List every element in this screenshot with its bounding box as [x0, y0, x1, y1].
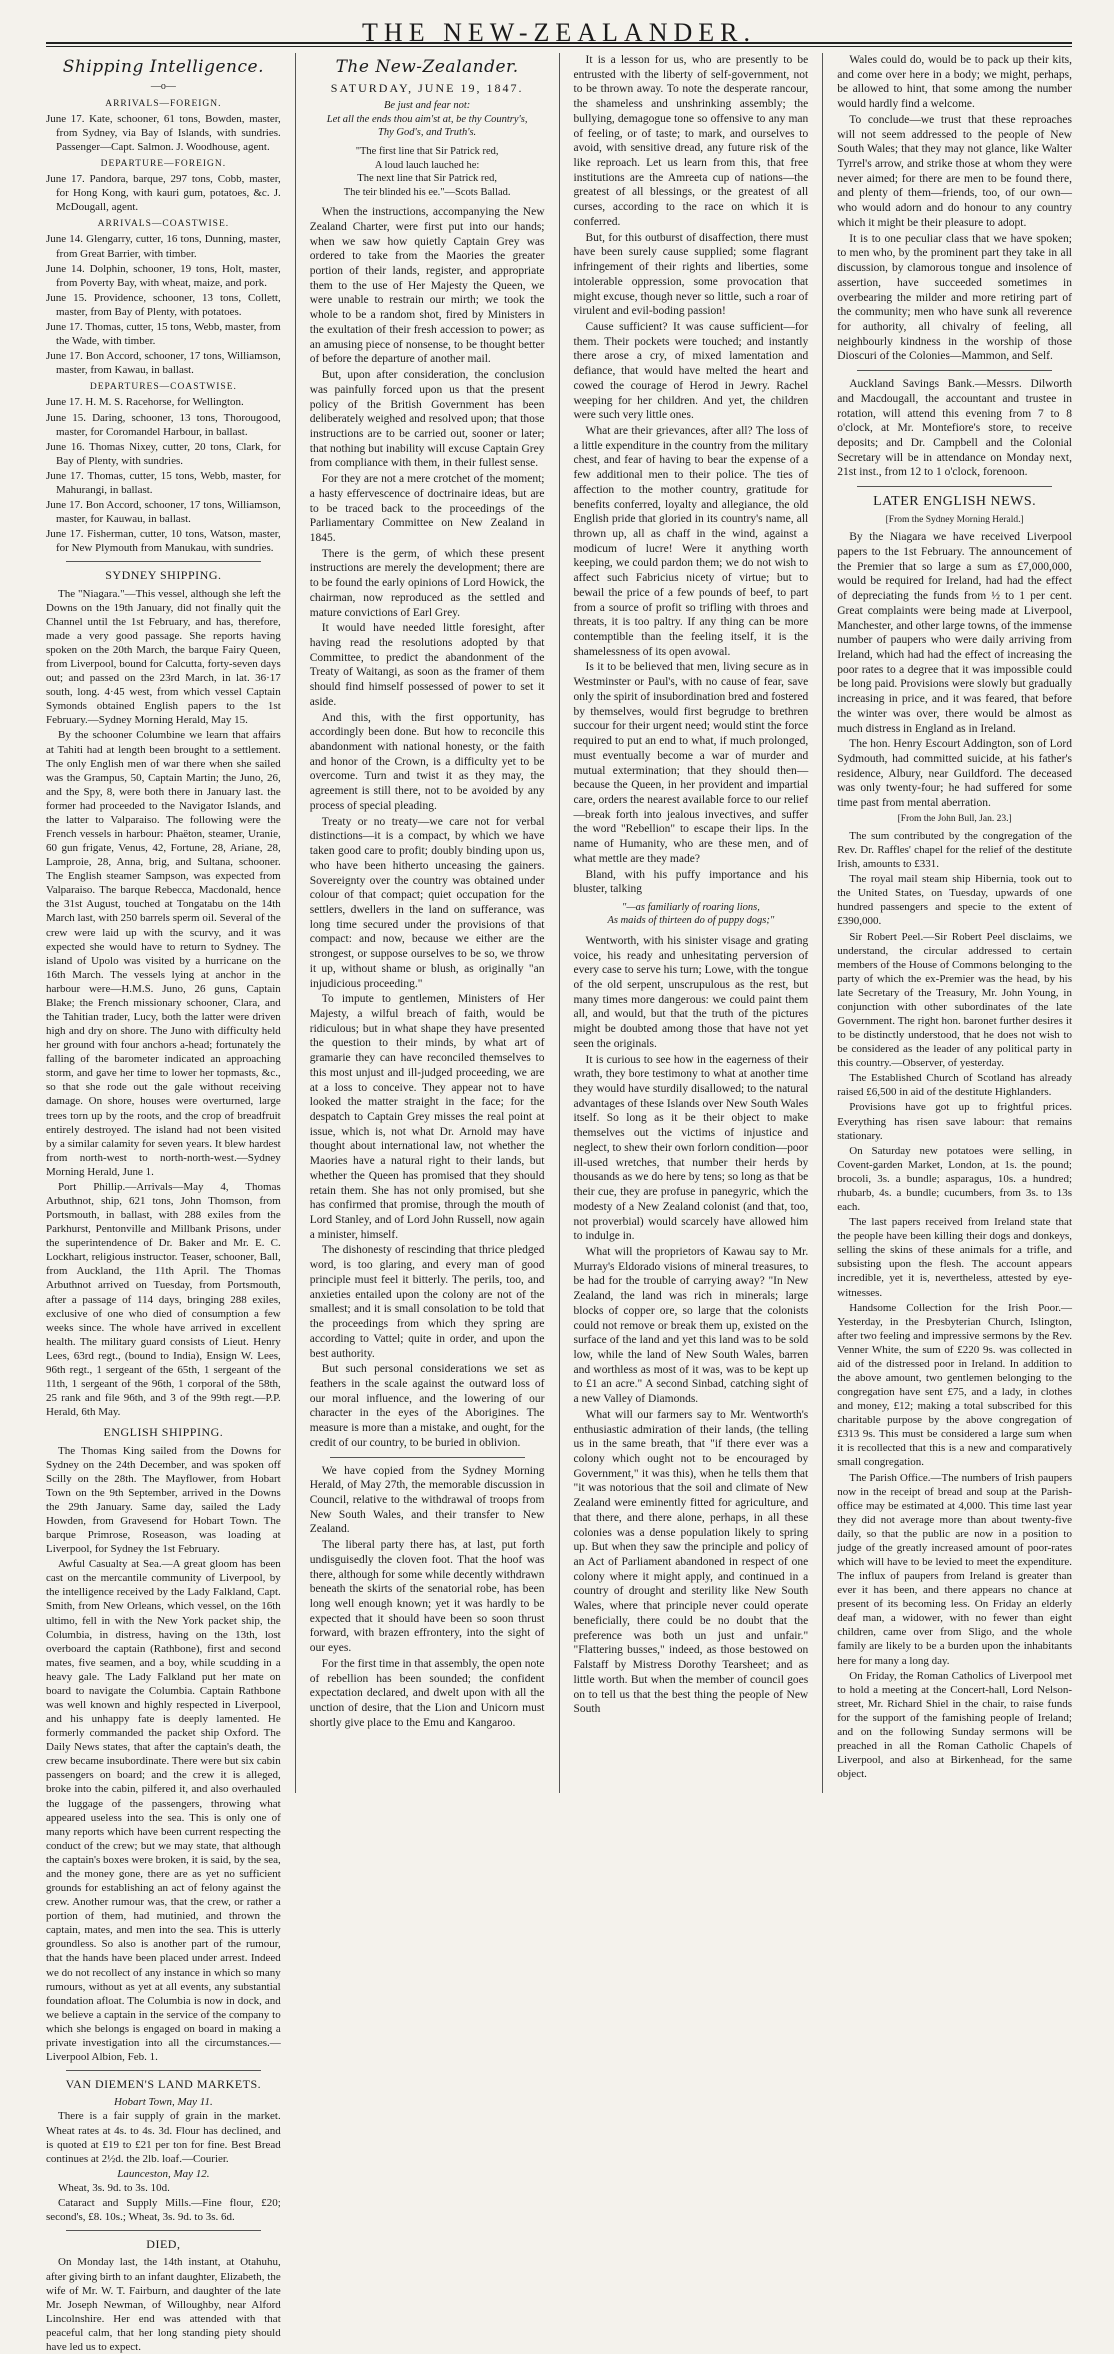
editorial-continued-body-2 [574, 934, 809, 1717]
article-paragraph: Awful Casualty at Sea.—A great gloom has been cast on the mercantile community of Liverpool, by the intelligence received by the Lady Falkland, Capt. Smith, from New Orleans, which vessel, on the 16th ultimo, fell in with the New York packet ship, the Columbia, in distress, having on the 13th, lost overboard the captain (Rathbone), first and second mates, five seamen, and a boy, while scudding in a heavy gale. The Lady Falkland put her mate on board to navigate the Columbia. Captain Rathbone was well known and highly respected in Liverpool, and his unhappy fate is deeply lamented. He formerly commanded the packet ship Oxford. The Daily News states, that after the captain's death, the crew became insubordinate. There were but six cabin passengers on board; and the crew it is alleged, broke into the cabin, pilfered it, and also overhauled the luggage of the passengers, throwing what appeared useless into the sea. This is only one of many reports which have been current respecting the conduct of the crew; but we may state, that although the captain's boxes were broken, it is said, by the sea, and the money gone, there are as yet no sufficient grounds for establishing an act of felony against the crew. Another rumour was, that the crew, or rather a portion of them, had mutinied, and thrown the captain, mates, and men into the sea. This is utterly groundless. So also is another part of the rumour, that the hands have been placed under arrest. Indeed we do not recollect of any instance in which so many rumours, without as yet at all events, any substantial foundation afloat. The Columbia is now in dock, and we believe a captain in the service of the company to which she belongs is engaged on board in making a private investigation into all the circumstances.—Liverpool Albion, Feb. 1. [46, 1558, 281, 2063]
article-paragraph: Sir Robert Peel.—Sir Robert Peel disclaims, we understand, the circular addressed to certain members of the House of Commons belonging to the party of which the ex-Premier was the head, by his late Secretary of the Treasury, Mr. John Young, in conjunction with other subordinates of the late Government. The right hon. baronet further desires it to be distinctly understood, that he does not wish to be considered as the leader of any political party in this country.—Observer, of yesterday. [837, 930, 1072, 1070]
vdl-hobart-text: There is a fair supply of grain in the market. Wheat rates at 4s. to 4s. 3d. Flour has declined, and is quoted at £19 to £21 per ton for fine. Best Bread continues at 2½d. the 2lb. loaf.—Courier. [46, 2110, 281, 2165]
heading-departure-foreign: DEPARTURE—FOREIGN. [100, 158, 227, 169]
heading-vdl-markets: VAN DIEMEN'S LAND MARKETS. [65, 2077, 262, 2092]
article-paragraph: The liberal party there has, at last, put forth undisguisedly the cloven foot. That the hoof was there, although for some while decently withdrawn beneath the skirts of the senatorial robe, has been long well enough known; yet it was hardly to be expected that it should have been so soon thrust forward, with brazen effrontery, into the sight of our eyes. [309, 1539, 545, 1655]
vdl-launceston-dateline: Launceston, May 12. [117, 2167, 210, 2180]
divider [330, 1457, 525, 1458]
editorial-body [310, 205, 545, 1450]
shipping-entry: June 17. H. M. S. Racehorse, for Wellington. [46, 396, 244, 409]
article-paragraph: But, upon after consideration, the conclusion was painfully forced upon us that the present policy of the British Government has been deliberately weighed and resolved upon; that those instructions are to be carried out, sooner or later; that nothing but inability will excuse Captain Grey from compliance with them, in their fullest sense. [309, 369, 545, 470]
editorial-dateline: SATURDAY, JUNE 19, 1847. [330, 80, 524, 95]
article-paragraph: It is curious to see how in the eagerness of their wrath, they bore testimony to what at another time they would have sturdily disallowed; to the natural advantages of these Islands over New South Wales itself. So long as it be their object to make themselves out the victims of injustice and neglect, to shew their own forlorn condition—poor ill-used wretches, that number their herds by thousands as we do here by tens; so long as that be their cue, they are profuse in panegyric, which the modesty of a New Zealand colonist (and that, too, not proverbial) would scarcely have allowed him to indulge in. [573, 1053, 809, 1243]
article-paragraph: And this, with the first opportunity, has accordingly been done. But how to reconcile this abandonment with national honesty, or the faith and honor of the Crown, is a difficulty yet to be overcome. Turn and twist it as they may, the agreement is still there, not to be avoided by any process of special pleading. [309, 711, 545, 812]
columns [46, 53, 1072, 2353]
column-rule [295, 53, 296, 1793]
article-paragraph: What will the proprietors of Kawau say to Mr. Murray's Eldorado visions of mineral treasures, to be had for the trouble of carrying away? "In New Zealand, the land was rich in minerals; large blocks of copper ore, so large that the colonists could not remove or break them up, existed on the surface of the land and yet this land was to be sold low, while the land of New South Wales, barren and worthless as most of it was, was to be kept up to £1 an acre." A second Sinbad, catching sight of a new Valley of Diamonds. [573, 1245, 809, 1406]
article-paragraph: The Thomas King sailed from the Downs for Sydney on the 24th December, and was spoken off Scilly on the 28th. The Mayflower, from Hobart Town on the 9th September, arrived in the Downs the 29th January. Same day, sailed the Lady Howden, from Gravesend for Hobart Town. The barque Primrose, Roseason, was loading at Liverpool, for Sydney the 1st February. [46, 1444, 281, 1556]
article-paragraph: Treaty or no treaty—we care not for verbal distinctions—it is a compact, by which we have taken good care to profit; doubly binding upon us, who have been hitherto unceasing the gainers. Sovereignty over the country was obtained under colour of that compact; quiet occupation for the settlers, dwellers in the land on sufferance, was long time secured under the provisions of that compact: and now, because we either are the strongest, or suppose ourselves to be so, we throw it up, without shame or blush, as originally "an injudicious proceeding." [309, 815, 545, 990]
article-paragraph: When the instructions, accompanying the New Zealand Charter, were first put into our hands; when we saw how quietly Captain Grey was ordered to take from the Maories the greater portion of their lands, register, and appropriate them to the use of Her Majesty the Queen, we were unable to restrain our mirth; we took the whole to be a random shot, fired by Ministers in the exultation of their fresh accession to power; as an amusing piece of nonsense, to be thought better of before the departure of another mail. [309, 206, 545, 366]
editorial-conclusion [837, 53, 1072, 364]
article-paragraph: To conclude—we trust that these reproaches will not seem addressed to the people of New South Wales; that they may not glance, like Walter Tyrrel's arrow, and strike those at whom they were never aimed; for there are men to be found there, and plenty of them—friends, too, of our own—who would adorn and do honour to any country which it might be their pleasure to adopt. [837, 113, 1072, 229]
heading-sydney-shipping: SYDNEY SHIPPING. [105, 568, 222, 583]
article-paragraph: The dishonesty of rescinding that thrice pledged word, is too glaring, and every man of good principle must feel it bitterly. The perils, too, and anxieties entailed upon the colony are not of the smallest; and it is small consolation to be told that the proceedings from which they spring are according to Vattel; quite in order, and upon the best authority. [309, 1244, 545, 1360]
article-paragraph: By the Niagara we have received Liverpool papers to the 1st February. The announcement of the Premier that so large a sum as £7,000,000, would be required for Ireland, had had the effect of depreciating the funds from ½ to 1 per cent. Great complaints were being made at Liverpool, Manchester, and other large towns, of the immense number of paupers who were daily arriving from Ireland, which had had the effect of increasing the poor rates to a degree that it was impossible could be long paid. Provisions were slowly but gradually increasing in price, and it was feared, that before the winter was over, there would be almost as much distress in England as in Ireland. [837, 531, 1072, 735]
divider [857, 486, 1052, 487]
editorial-verse [310, 145, 545, 199]
vdl-launceston-flour: Cataract and Supply Mills.—Fine flour, £20; second's, £8. 10s.; Wheat, 3s. 9d. to 3s. 6d. [46, 2196, 281, 2224]
column-editorial [310, 53, 545, 1793]
shipping-entry: June 17. Bon Accord, schooner, 17 tons, Williamson, master, for Kauwau, in ballast. [46, 498, 281, 526]
article-paragraph: It is a lesson for us, who are presently to be entrusted with the liberty of self-government, not to be thrown away. To note the desperate rancour, the shameless and unshrinking assembly; the bullying, demagogue tone so offensive to any man of feeling, or of taste; to mark, and ourselves to avoid, with sensitive dread, any future risk of the like reproach. Let us learn from this, that free institutions are the Amreeta cup of nations—the greatest of all blessings, or the greatest of all curses, according to the race on which it is conferred. [573, 54, 809, 228]
shipping-entry: June 15. Providence, schooner, 13 tons, Collett, master, from Bay of Plenty, with potatoes. [46, 291, 281, 318]
later-news-body [837, 530, 1072, 811]
article-paragraph: We have copied from the Sydney Morning Herald, of May 27th, the memorable discussion in Council, relative to the withdrawal of troops from New South Wales, and their transfer to New Zealand. [309, 1464, 545, 1536]
article-paragraph: It is to one peculiar class that we have spoken; to men who, by the prominent part they take in all discussion, by clamorous tongue and insolence of assertion, have succeeded sometimes in overbearing the milder and more retiring part of the community; men who have sunk all reverence for authority, all chivalry of feeling, all neighbourly kindness in the worship of those Dioscuri of the Colonies—Mammon, and Self. [837, 232, 1072, 363]
article-paragraph: Provisions have got up to frightful prices. Everything has risen save labour: that remains stationary. [837, 1101, 1072, 1142]
shipping-entry: June 14. Dolphin, schooner, 19 tons, Holt, master, from Poverty Bay, with wheat, maize, and pork. [46, 262, 281, 289]
verse-line: "—as familiarly of roaring lions, [621, 901, 760, 913]
john-bull-body [837, 829, 1072, 1781]
article-paragraph: On Friday, the Roman Catholics of Liverpool met to hold a meeting at the Concert-hall, Lord Nelson-street, Mr. Richard Shiel in the chair, to raise funds for the support of the famishing people of Ireland; and on the following Sunday sermons will be preached in all the Roman Catholic Chapels of Liverpool, and also at Birkenhead, for the same object. [837, 1669, 1072, 1781]
article-paragraph: The Established Church of Scotland has already raised £6,500 in aid of the destitute Highlanders. [837, 1072, 1072, 1099]
vdl-hobart-dateline: Hobart Town, May 11. [114, 2096, 213, 2109]
heading-arrivals-foreign: ARRIVALS—FOREIGN. [105, 98, 222, 109]
source-credit: [From the John Bull, Jan. 23.] [897, 813, 1012, 824]
editorial-title: The New-Zealander. [335, 57, 519, 77]
died-notice: On Monday last, the 14th instant, at Otahuhu, after giving birth to an infant daughter, Elizabeth, the wife of Mr. W. T. Fairburn, and daughter of the late Mr. Joseph Newman, of Willoughby, near Alford Lincolnshire. Her end was attended with that peaceful calm, that her long standing piety should have led us to expect. [46, 2256, 281, 2353]
quoted-verse [574, 901, 809, 928]
article-paragraph: Port Phillip.—Arrivals—May 4, Thomas Arbuthnot, ship, 621 tons, John Thomson, from Portsmouth, in ballast, with 288 exiles from the Parkhurst, Pentonville and Millbank Prisons, under the superintendence of Dr. Baker and Mr. E. C. Lockhart, religious instructor. Teaser, schooner, Ball, from Auckland, the 11th April. The Thomas Arbuthnot arrived on Tuesday, from Portsmouth, after a passage of 114 days, bringing 288 exiles, exclusive of one who died of consumption a few weeks since. The whole have arrived in excellent health. The military guard consists of Lieut. Henry Lees, 63rd regt., (bound to India), Ensign W. Lees, 96th regt., 1 sergeant of the 65th, 1 sergeant of the 11th, 1 sergeant of the 96th, 1 corporal of the 58th, 25 rank and file 96th, and 3 of the 99th regt.—P.P. Herald, 6th May. [46, 1180, 281, 1419]
column-shipping [46, 53, 281, 2353]
column-news [837, 53, 1072, 1793]
section-title-shipping: Shipping Intelligence. [62, 57, 264, 77]
savings-bank-notice: Auckland Savings Bank.—Messrs. Dilworth and Macdougall, the accountant and trustee in rotation, will attend this evening from 7 to 8 o'clock, at Mr. Montefiore's store, to receive deposits; and Dr. Campbell and the Colonial Secretary will be in attendance on Monday next, 21st inst., from 12 to 1 o'clock, forenoon. [837, 378, 1072, 479]
article-paragraph: To impute to gentlemen, Ministers of Her Majesty, a wilful breach of faith, would be ridiculous; but in what shape they have presented the question to their minds, by what art of gramarie they can have reconciled themselves to this most unjust and ill-judged proceeding, we are at a loss to conceive. They appear not to have looked the matter straight in the face; for the despatch to Captain Grey misses the real point at issue, which is, not what Dr. Arnold may have thought about international law, not whether the Maories have a natural right to their lands, but whether the Queen has promised that they should retain them. She has not only promised, but she has confirmed that promise, through the mouth of Lord Stanley, and of Lord John Russell, now again a minister, himself. [309, 993, 545, 1241]
shipping-entry: June 17. Fisherman, cutter, 10 tons, Watson, master, for New Plymouth from Manukau, with sundries. [46, 528, 281, 555]
shipping-entry: June 15. Daring, schooner, 13 tons, Thorougood, master, for Coromandel Harbour, in ballast. [46, 411, 281, 438]
heading-died: DIED, [146, 2237, 181, 2252]
article-paragraph: The sum contributed by the congregation of the Rev. Dr. Raffles' chapel for the relief of the destitute Irish, amounts to £331. [837, 830, 1072, 871]
verse-line: "The first line that Sir Patrick red, [355, 146, 499, 158]
heading-english-shipping: ENGLISH SHIPPING. [103, 1425, 224, 1440]
article-paragraph: For they are not a mere crotchet of the moment; a hasty effervescence of doctrinaire ideas, but are to be traced back to the proceedings of the Parliamentary Committee on New Zealand in 1845. [309, 473, 545, 544]
verse-line: As maids of thirteen do of puppy dogs;" [607, 915, 775, 927]
editorial-body-2 [310, 1464, 545, 1731]
article-paragraph: Handsome Collection for the Irish Poor.—Yesterday, in the Presbyterian Church, Islington, after two feeling and impressive sermons by the Rev. Venner White, the sum of £220 9s. was collected in aid of the distressed poor in Ireland. In addition to the above amount, two gentlemen belonging to the congregation have sent £75, and a lady, in clothes and money, £12; making a total subscribed for this charitable purpose by the above congregation of £313 9s. This must be considered a large sum when it is recollected that this is a new and comparatively small congregation. [837, 1301, 1072, 1469]
article-paragraph: Bland, with his puffy importance and his bluster, talking [573, 868, 809, 896]
list-departure-foreign [46, 172, 281, 214]
column-rule [822, 53, 823, 1793]
english-shipping-body [46, 1444, 281, 2064]
column-rule [559, 53, 560, 1793]
masthead: THE NEW-ZEALANDER. [362, 18, 756, 47]
motto-line: Thy God's, and Truth's. [378, 126, 477, 138]
article-paragraph: The last papers received from Ireland state that the people have been killing their dogs and donkeys, selling the skins of these animals for a trifle, and subsisting upon the flesh. The account appears incredible, yet it is, nevertheless, attested by eye-witnesses. [837, 1216, 1072, 1299]
article-paragraph: The hon. Henry Escourt Addington, son of Lord Sydmouth, had committed suicide, at his father's residence, Albury, near Guildford. The deceased was only twenty-four; he had suffered for some time past from mental aberration. [837, 738, 1072, 810]
motto-line: Be just and fear not: [383, 100, 471, 112]
verse-line: A loud lauch lauched he: [374, 159, 480, 171]
shipping-entry: June 14. Glengarry, cutter, 16 tons, Dunning, master, from Great Barrier, with timber. [46, 233, 281, 260]
article-paragraph: What are their grievances, after all? The loss of a little expenditure in the country from the military chest, and fear of having to bear the expense of a few additional men to their police. The ties of affection to the mother country, gratitude for benefits conferred, loyalty and allegiance, the old English pride that gloried in its country's name, all thrown up, all as chaff in the wind, against a modicum of lucre! Were it anything worth keeping, we could pardon them; we do not wish to affect such Fabricius nicety of virtue; but to bewail the price of a few pounds of beef, to part from a source of profit so trifling with throes and threats, it is too paltry. If any thing can be more contemptible than the feeling itself, it is the shamelessness of its open avowal. [573, 424, 809, 658]
editorial-motto [310, 99, 545, 139]
article-paragraph: The royal mail steam ship Hibernia, took out to the United States, on Tuesday, upwards of one hundred passengers and specie to the extent of £390,000. [837, 873, 1072, 928]
article-paragraph: The "Niagara."—This vessel, although she left the Downs on the 19th January, did not finally quit the Channel until the 1st February, and has, therefore, made a very good passage. She reports having spoken on the 20th March, the barque Fairy Queen, from Liverpool, bound for Calcutta, forty-seven days out; and passed on the 23rd March, in lat. 36·17 south, long. 4·45 west, from which vessel Captain Symonds obtained English papers to the 1st February.—Sydney Morning Herald, May 15. [46, 587, 281, 727]
shipping-entry: June 17. Kate, schooner, 61 tons, Bowden, master, from Sydney, via Bay of Islands, with sundries. Passenger—Capt. Salmon. J. Woodhouse, agent. [46, 112, 281, 153]
source-credit: [From the Sydney Morning Herald.] [885, 515, 1024, 526]
list-arrivals-foreign [46, 112, 281, 154]
ornament-rule: —o— [150, 80, 176, 92]
divider [66, 2230, 261, 2231]
heading-departures-coastwise: DEPARTURES—COASTWISE. [89, 382, 237, 393]
divider [66, 561, 261, 562]
article-paragraph: For the first time in that assembly, the open note of rebellion has been sounded; the confident expectation declared, and dwelt upon with all the unction of desire, that the Lion and Unicorn must shortly give place to the Emu and Kangaroo. [309, 1657, 545, 1729]
vdl-launceston-wheat: Wheat, 3s. 9d. to 3s. 10d. [58, 2181, 170, 2194]
shipping-entry: June 16. Thomas Nixey, cutter, 20 tons, Clark, for Bay of Plenty, with sundries. [46, 440, 281, 467]
article-paragraph: Is it to be believed that men, living secure as in Westminster or Paul's, with no cause of fear, save only the spirit of insubordination bred and fostered by themselves, would first begrudge to brethren succour for their urgent need; would stint the force required to put an end to what, if much prolonged, must eventually become a war of murder and mutual extermination; that they should then—because the Queen, in her provident and impartial care, orders the nearest available force to our relief—break forth into jealous invectives, and suffer the word "Rebellion" to escape their lips. In the name of Humanity, who are these men, and of what mettle are they made? [573, 661, 809, 865]
shipping-entry: June 17. Bon Accord, schooner, 17 tons, Williamson, master, from Kawau, in ballast. [46, 350, 281, 377]
column-editorial-continued [574, 53, 809, 1793]
motto-line: Let all the ends thou aim'st at, be thy Country's, [326, 113, 528, 125]
shipping-entry: June 17. Thomas, cutter, 15 tons, Webb, master, for Mahurangi, in ballast. [46, 469, 281, 496]
article-paragraph: By the schooner Columbine we learn that affairs at Tahiti had at length been brought to a settlement. The only English men of war there when she sailed was the Grampus, 50, Captain Martin; the Juno, 26, and the Spy, 8, were both there in January last. the former had proceeded to the Navigator Islands, and the latter to Valparaiso. The following were the French vessels in harbour: Phaëton, steamer, Uranie, 60 gun frigate, Venus, 42, Fortune, 28, Ariane, 28, Lamproie, 28, Anna, brig, and Sultana, schooner. The English steamer Sampson, was expected from Valparaiso. The barque Rebecca, Macdonald, hence the 31st August, touched at Tongatabu on the 14th March last, with 250 barrels sperm oil. Several of the crew were laid up with the scurvy, and it was expected she would have to return to Sydney. The island of Upolo was visited by a hurricane on the 16th March. The vessels lying at anchor in the harbour were—H.M.S. Juno, 26 guns, Captain Blake; the French missionary schooner, Clara, and the Tahitian trader, Lucy, both the latter were driven high and dry on shore. The Juno with difficulty held her ground with four anchors a-head; fortunately the falling of the barometer indicated an approaching storm, and gave her time to lower her topmasts, &c., so that she rode out the gale without receiving damage. On shore, houses were overturned, large trees torn up by the roots, and the crop of breadfruit entirely destroyed. The island had not been visited by a similar calamity for seven years. It blew hardest from north-west to north-north-west.—Sydney Morning Herald, June 1. [46, 729, 281, 1178]
shipping-entry: June 17. Pandora, barque, 297 tons, Cobb, master, for Hong Kong, with kauri gum, potatoes, &c. J. McDougall, agent. [46, 173, 281, 214]
article-paragraph: What will our farmers say to Mr. Wentworth's enthusiastic admiration of their lands, (the telling us in the same breath, that "if there ever was a colony which ought not to be encouraged by Government," it was this), when he tells them that "it was notorious that the soil and climate of New Zealand were eminently fitted for agriculture, and that there, and there alone, perhaps, in all these colonies was a dense population likely to spring up. But when they saw the principle and policy of an Act of Parliament abandoned in respect of one colony where it might apply, and continued in a country of drought and sterility like New South Wales, where that principle never could operate beneficially, there could be no doubt that the preference was both un just and unfair." "Flattering busses," indeed, as those bestowed on Falstaff by Mistress Dorothy Tearsheet; and as little worth. But when the member of council goes on to tell us that the best thing the people of New South [573, 1408, 809, 1716]
article-paragraph: Cause sufficient? It was cause sufficient—for them. Their pockets were touched; and instantly there arose a cry, of mixed lamentation and defiance, that would have melted the heart and cowed the courage of Herod in Jewry. Rachel weeping for her children. And yet, the children were such very little ones. [573, 320, 809, 422]
shipping-entry: June 17. Thomas, cutter, 15 tons, Webb, master, from the Wade, with timber. [46, 320, 281, 348]
article-paragraph: Wentworth, with his sinister visage and grating voice, his ready and unhesitating perversion of every case to serve his turn; Lowe, with the tongue of the old serpent, unscrupulous as the rest, but many times more dangerous: we could paint them all, and would, but that the truth of the pictures might be doubted among those that have not yet seen the originals. [573, 934, 809, 1050]
article-paragraph: Wales could do, would be to pack up their kits, and come over here in a body; we might, perhaps, be allowed to hint, that some among the number would hardly find a welcome. [837, 54, 1072, 111]
article-paragraph: But, for this outburst of disaffection, there must have been surely cause supplied; some flagrant infringement of their rights and liberties, some intolerable oppression, some provocation that might excuse, though never so little, such a roar of virulent and evil-boding passion! [573, 231, 809, 318]
verse-line: The next line that Sir Patrick red, [357, 173, 497, 185]
article-paragraph: The Parish Office.—The numbers of Irish paupers now in the receipt of bread and soup at the Parish-office may be estimated at 4,000. This time last year they did not average more than about twenty-five daily, so that the public are now in a position to judge of the greatly increased amount of poor-rates which will have to be levied to meet the expenditure. The influx of paupers from Ireland is greater than ever it has been, and there appears no chance at present of its becoming less. On Friday an elderly deaf man, a widower, with no fewer than eight children, came over from Sligo, and the whole family are likely to be a burden upon the inhabitants here for many a long day. [837, 1471, 1072, 1667]
heading-later-english-news: LATER ENGLISH NEWS. [873, 494, 1037, 510]
editorial-continued-body [574, 53, 809, 897]
article-paragraph: It would have needed little foresight, after having read the resolutions adopted by that Committee, to predict the abandonment of the Treaty of Waitangi, as soon as the framer of them should find himself possessed of power to set it aside. [309, 622, 545, 708]
sydney-shipping-body [46, 587, 281, 1420]
verse-line: The teir blinded his ee."—Scots Ballad. [343, 186, 511, 198]
heading-arrivals-coastwise: ARRIVALS—COASTWISE. [97, 219, 230, 230]
article-paragraph: There is the germ, of which these present instructions are merely the development; there are to be found the early opinions of Lord Howick, the chairman, now reproduced as the settled and mature convictions of Earl Grey. [309, 547, 545, 619]
divider [66, 2070, 261, 2071]
article-paragraph: On Saturday new potatoes were selling, in Covent-garden Market, London, at 1s. the pound; brocoli, 3s. a bundle; asparagus, 10s. a hundred; rhubarb, 4s. a bundle; cucumbers, from 3s. to 13s each. [837, 1144, 1072, 1214]
list-departures-coastwise [46, 395, 281, 555]
divider [857, 370, 1052, 371]
article-paragraph: But such personal considerations we set as feathers in the scale against the outward loss of our moral influence, and the lowering of our character in the eyes of the Aborigines. The measure is more than a mistake, and ought, for the credit of our country, to be buried in oblivion. [309, 1363, 545, 1449]
list-arrivals-coastwise [46, 232, 281, 377]
